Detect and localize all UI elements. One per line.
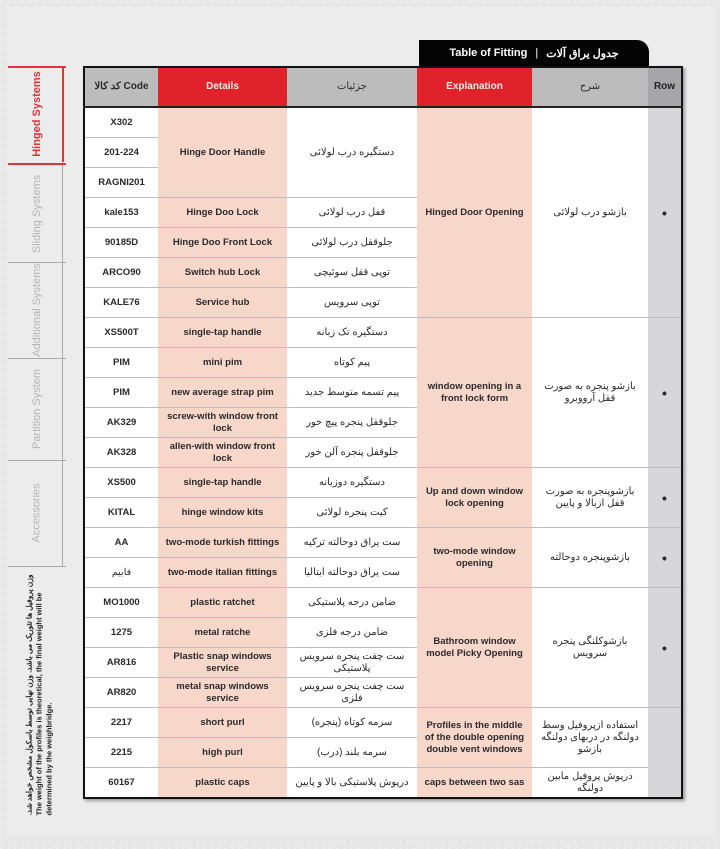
code-cell: PIM <box>84 378 158 408</box>
code-cell: X302 <box>84 107 158 138</box>
details-cell: two-mode turkish fittings <box>158 528 287 558</box>
details-cell: Switch hub Lock <box>158 258 287 288</box>
header-details-fa: جزئیات <box>287 67 417 107</box>
code-cell: 90185D <box>84 228 158 258</box>
code-cell: XS500 <box>84 468 158 498</box>
sidebar-item-label: Sliding Systems <box>31 174 44 253</box>
table-row <box>84 588 682 618</box>
details-cell: short purl <box>158 708 287 738</box>
table-row <box>84 318 682 348</box>
details-fa-cell: درپوش پلاستیکی بالا و پایین <box>287 768 417 799</box>
code-cell: 60167 <box>84 768 158 799</box>
table-header-row <box>84 67 682 107</box>
code-cell: RAGNI201 <box>84 168 158 198</box>
details-fa-cell: ست یراق دوحالته ترکیه <box>287 528 417 558</box>
code-cell: ARCO90 <box>84 258 158 288</box>
details-fa-cell: دستگیره درب لولائی <box>287 107 417 198</box>
explanation-fa-cell: درپوش پروفیل مابین دولنگه <box>532 768 648 799</box>
explanation-cell: Up and down window lock opening <box>417 468 532 528</box>
details-fa-cell: جلوقفل درب لولائی <box>287 228 417 258</box>
table-row <box>84 528 682 558</box>
explanation-cell: Hinged Door Opening <box>417 107 532 318</box>
details-fa-cell: ست چفت پنجره سرویس فلزی <box>287 678 417 708</box>
header-row: Row <box>648 67 682 107</box>
sidebar-item-additional-systems[interactable] <box>8 262 66 358</box>
row-marker <box>648 708 682 799</box>
header-details: Details <box>158 67 287 107</box>
header-code: کد کالا Code <box>84 67 158 107</box>
header-explanation-fa: شرح <box>532 67 648 107</box>
details-fa-cell: جلوقفل پنجره پیچ خور <box>287 408 417 438</box>
sidebar-item-hinged-systems[interactable] <box>8 66 66 162</box>
explanation-cell: Bathroom window model Picky Opening <box>417 588 532 708</box>
details-cell: metal ratche <box>158 618 287 648</box>
explanation-cell: two-mode window opening <box>417 528 532 588</box>
details-cell: plastic caps <box>158 768 287 799</box>
code-cell: AR816 <box>84 648 158 678</box>
details-fa-cell: پیم کوتاه <box>287 348 417 378</box>
details-fa-cell: توپی سرویس <box>287 288 417 318</box>
weight-note-english-2: determined by the weighbridge. <box>44 702 53 816</box>
details-cell: single-tap handle <box>158 318 287 348</box>
explanation-fa-cell: بازشو درب لولائی <box>532 107 648 318</box>
details-cell: single-tap handle <box>158 468 287 498</box>
details-fa-cell: ضامن درجه پلاستیکی <box>287 588 417 618</box>
details-fa-cell: سرمه کوتاه (پنجره) <box>287 708 417 738</box>
details-cell: mini pim <box>158 348 287 378</box>
code-cell: AA <box>84 528 158 558</box>
row-marker: • <box>648 468 682 528</box>
table-row <box>84 768 682 799</box>
details-cell: Plastic snap windows service <box>158 648 287 678</box>
details-fa-cell: ست یراق دوحالته ایتالیا <box>287 558 417 588</box>
explanation-fa-cell: بازشوپنجره دوحالته <box>532 528 648 588</box>
details-fa-cell: جلوقفل پنجره آلن خور <box>287 438 417 468</box>
details-fa-cell: ضامن درجه فلزی <box>287 618 417 648</box>
details-cell: Hinge Doo Front Lock <box>158 228 287 258</box>
table-row <box>84 468 682 498</box>
details-cell: plastic ratchet <box>158 588 287 618</box>
explanation-fa-cell: استفاده ازپروفیل وسط دولنگه در دربهای دولنگه بازشو <box>532 708 648 768</box>
title-english: Table of Fitting <box>449 47 528 59</box>
details-fa-cell: ست چفت پنجره سرویس پلاستیکی <box>287 648 417 678</box>
row-marker: • <box>648 588 682 708</box>
sidebar-item-label: Accessories <box>31 483 44 543</box>
code-cell: kale153 <box>84 198 158 228</box>
details-fa-cell: توپی قفل سوئیچی <box>287 258 417 288</box>
code-cell: XS500T <box>84 318 158 348</box>
details-fa-cell: پیم تسمه متوسط جدید <box>287 378 417 408</box>
sidebar-item-sliding-systems[interactable] <box>8 165 66 262</box>
table-title-tab <box>419 40 649 66</box>
sidebar-item-accessories[interactable] <box>8 460 66 566</box>
table-row <box>84 708 682 738</box>
details-cell: screw-with window front lock <box>158 408 287 438</box>
row-marker: • <box>648 107 682 318</box>
code-cell: KALE76 <box>84 288 158 318</box>
explanation-fa-cell: بازشو پنجره به صورت قفل آرووبرو <box>532 318 648 468</box>
explanation-fa-cell: بازشوکلنگی پنجره سرویس <box>532 588 648 708</box>
sidebar-item-label: Additional Systems <box>31 263 44 357</box>
code-cell: 201-224 <box>84 138 158 168</box>
weight-note <box>14 570 64 820</box>
sidebar-item-label: Partition System <box>31 368 43 450</box>
sidebar-item-partition-system[interactable] <box>8 358 66 460</box>
details-cell: Hinge Door Handle <box>158 107 287 198</box>
code-cell: فابیم <box>84 558 158 588</box>
details-cell: high purl <box>158 738 287 768</box>
details-fa-cell: دستگیره دوزبانه <box>287 468 417 498</box>
details-fa-cell: دستگیره تک زبانه <box>287 318 417 348</box>
title-persian: جدول یراق آلات <box>546 47 619 60</box>
row-marker: • <box>648 528 682 588</box>
header-explanation: Explanation <box>417 67 532 107</box>
explanation-cell: caps between two sas <box>417 768 532 799</box>
code-cell: 2217 <box>84 708 158 738</box>
table-row <box>84 107 682 138</box>
sidebar-item-label: Hinged Systems <box>31 71 43 157</box>
details-fa-cell: کیت پنجره لولائی <box>287 498 417 528</box>
code-cell: KITAL <box>84 498 158 528</box>
details-cell: two-mode italian fittings <box>158 558 287 588</box>
details-fa-cell: قفل درب لولائی <box>287 198 417 228</box>
sidebar-divider <box>8 566 66 567</box>
explanation-fa-cell: بازشوپنجره به صورت قفل ازبالا و پایین <box>532 468 648 528</box>
details-cell: allen-with window front lock <box>158 438 287 468</box>
details-cell: Service hub <box>158 288 287 318</box>
code-cell: AR820 <box>84 678 158 708</box>
explanation-cell: window opening in a front lock form <box>417 318 532 468</box>
details-cell: new average strap pim <box>158 378 287 408</box>
explanation-cell: Profiles in the middle of the double opening double vent windows <box>417 708 532 768</box>
details-cell: Hinge Doo Lock <box>158 198 287 228</box>
code-cell: 2215 <box>84 738 158 768</box>
details-fa-cell: سرمه بلند (درب) <box>287 738 417 768</box>
weight-note-persian: وزن پروفیل ها تئوریک می باشد. وزن نهایی توسط باسکول مشخص خواهد شد. <box>24 574 33 816</box>
code-cell: PIM <box>84 348 158 378</box>
details-cell: hinge window kits <box>158 498 287 528</box>
title-separator: | <box>535 47 539 59</box>
code-cell: AK329 <box>84 408 158 438</box>
code-cell: AK328 <box>84 438 158 468</box>
code-cell: MO1000 <box>84 588 158 618</box>
details-cell: metal snap windows service <box>158 678 287 708</box>
fitting-table <box>83 66 683 799</box>
code-cell: 1275 <box>84 618 158 648</box>
weight-note-english-1: The weight of the profiles is theoretical, the final weight will be <box>34 592 43 816</box>
row-marker: • <box>648 318 682 468</box>
